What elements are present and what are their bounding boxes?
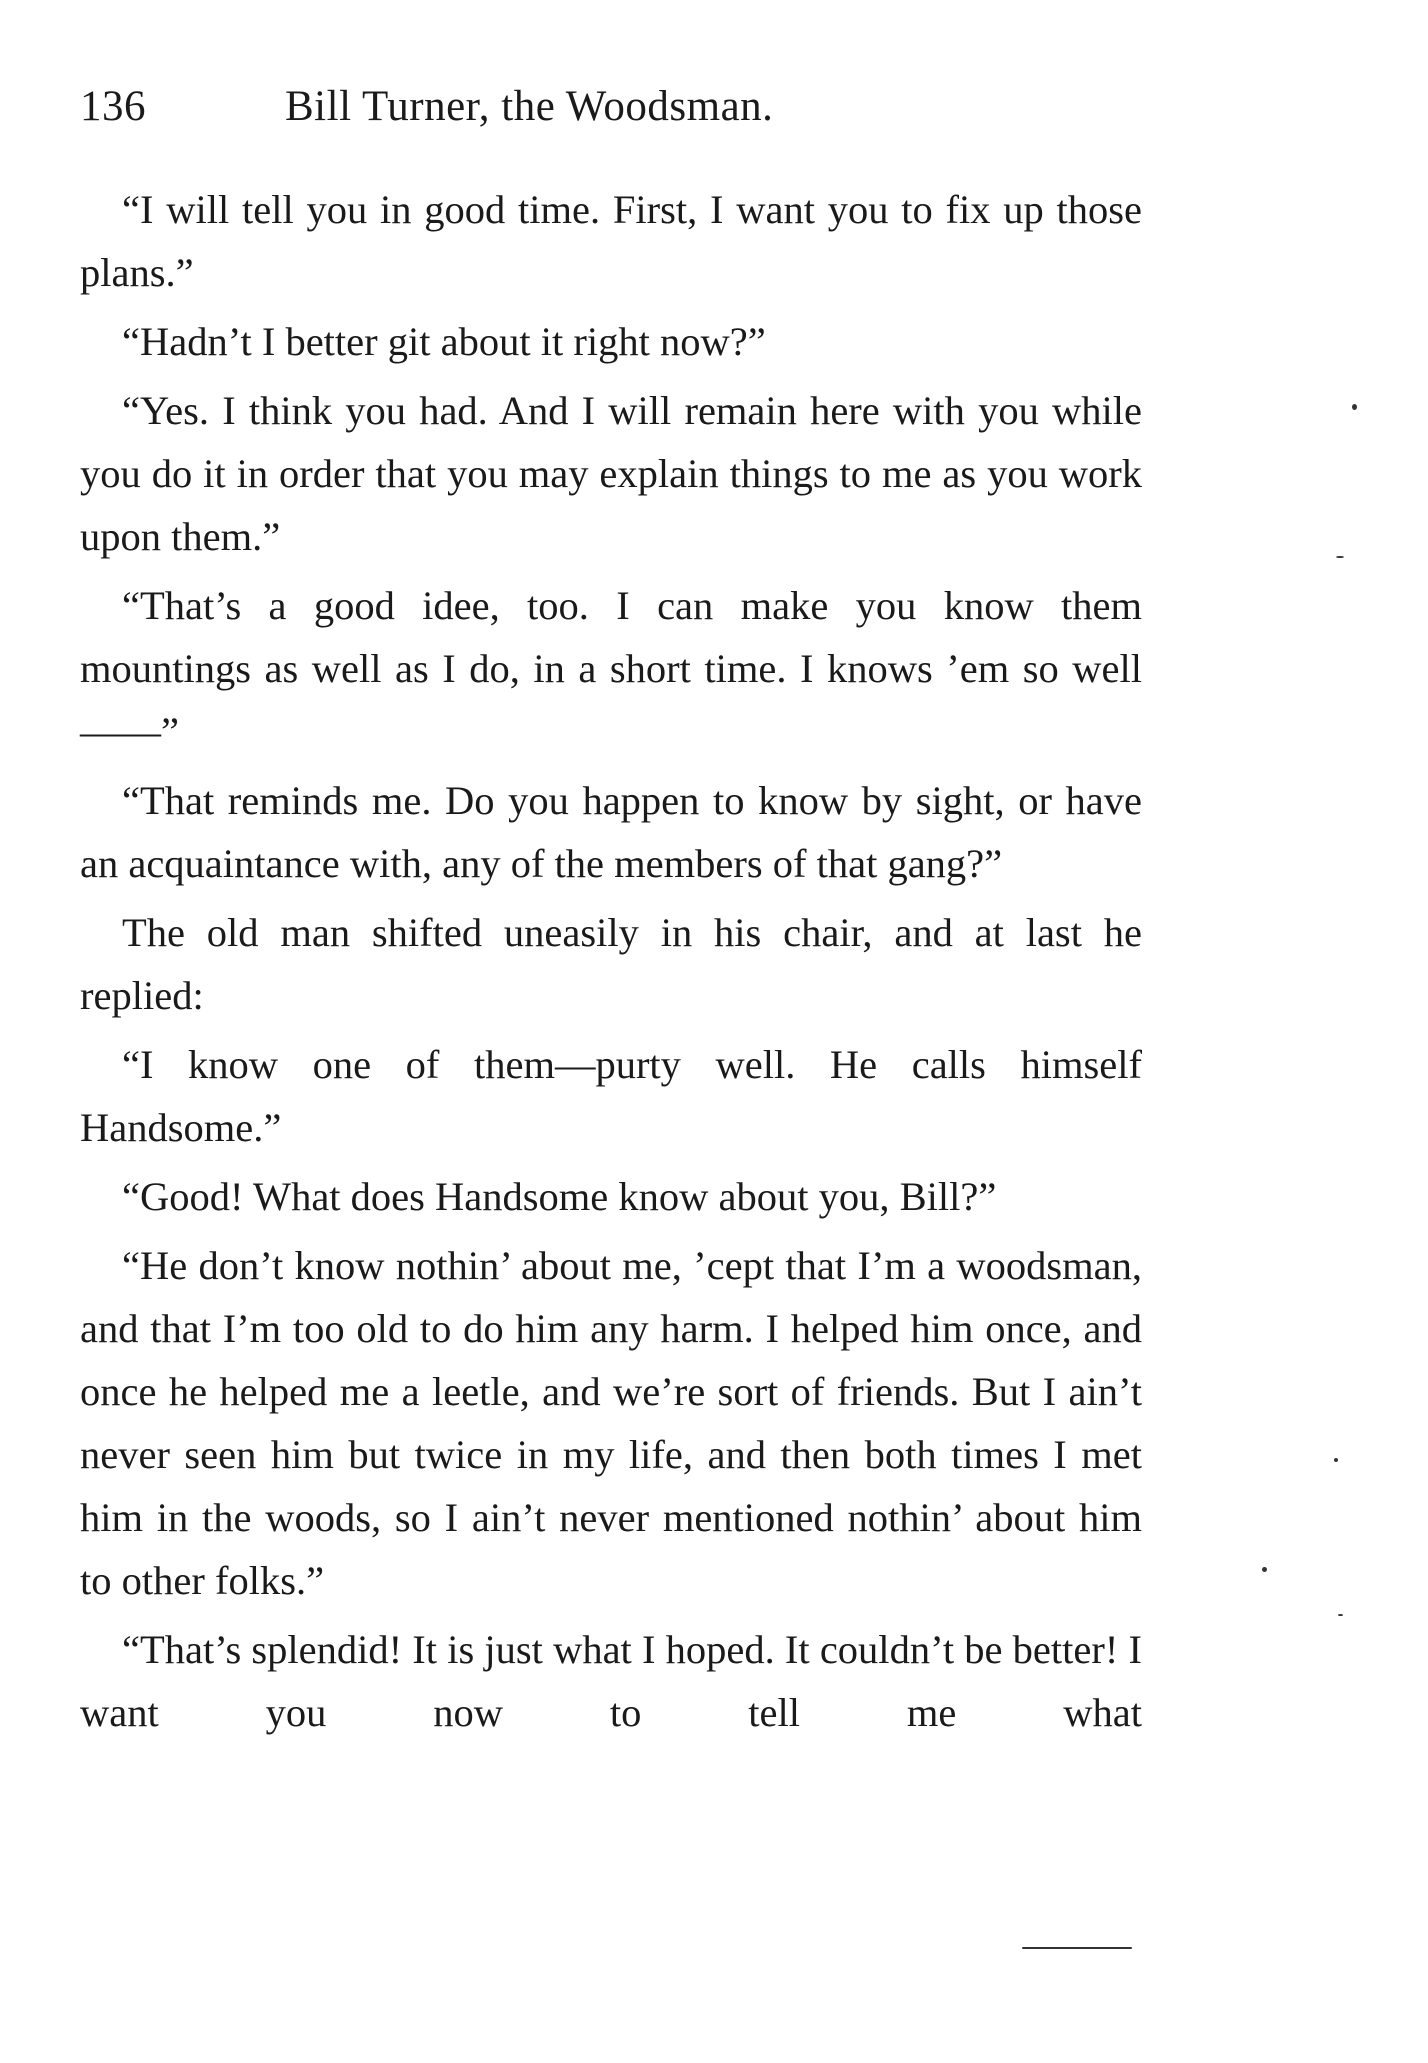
paragraph: “I know one of them—purty well. He calls himself Handsome.”: [80, 1042, 1142, 1150]
paragraph: “That reminds me. Do you happen to know by sight, or have an acquaintance with, any of the members of that gang?”: [80, 778, 1142, 886]
paragraph: “Good! What does Handsome know about you, Bill?”: [122, 1174, 997, 1219]
page-number: 136: [80, 83, 146, 130]
scan-speck: [1022, 1947, 1132, 1949]
paragraph: The old man shifted uneasily in his chair, and at last he replied:: [80, 910, 1142, 1018]
paragraph: “He don’t know nothin’ about me, ’cept that I’m a woodsman, and that I’m too old to do him any harm. I helped him once, and once he helped me a leetle, and we’re sort of friends. But I ain’t never seen him but twice in my life, and then both times I met him in the woods, so I ain’t never mentioned nothin’ about him to other folks.”: [80, 1243, 1142, 1603]
scan-speck: [1338, 1614, 1343, 1616]
paragraph: “Yes. I think you had. And I will remain here with you while you do it in order that you may explain things to me as you work upon them.”: [80, 388, 1142, 559]
paragraph: “I will tell you in good time. First, I want you to fix up those plans.”: [80, 187, 1142, 295]
scan-speck: [1262, 1567, 1267, 1572]
body-text: [80, 178, 1142, 1750]
paragraph: “That’s splendid! It is just what I hoped. It couldn’t be better! I want you now to tell me what: [80, 1627, 1142, 1735]
scan-speck: [1352, 404, 1357, 410]
running-title: Bill Turner, the Woodsman.: [285, 83, 774, 130]
scan-speck: [1336, 556, 1344, 558]
scan-speck: [1334, 1458, 1338, 1462]
paragraph: “Hadn’t I better git about it right now?”: [122, 319, 766, 364]
paragraph: “That’s a good idee, too. I can make you know them mountings as well as I do, in a short time. I knows ’em so well——”: [80, 583, 1142, 754]
